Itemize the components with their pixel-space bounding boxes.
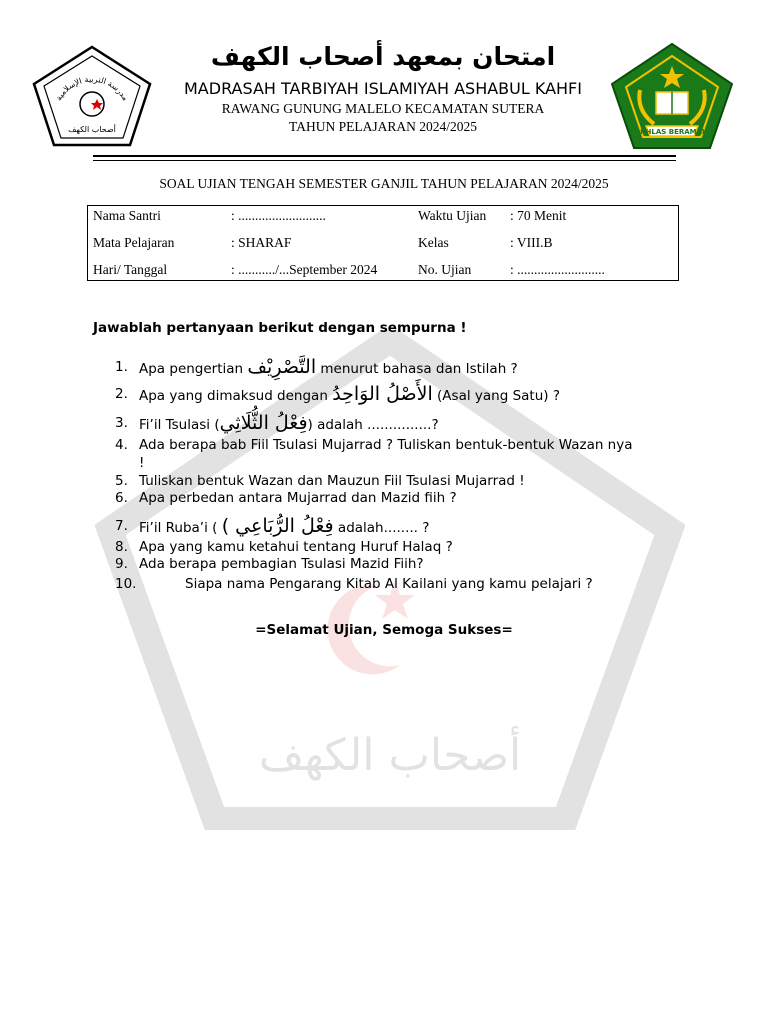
- question-text: Siapa nama Pengarang Kitab Al Kailani yang kamu pelajari ?: [185, 576, 593, 592]
- question-text: Apa yang kamu ketahui tentang Huruf Halaq ?: [139, 539, 453, 555]
- info-value: : ..........................: [510, 262, 605, 277]
- question-pre: Fi’il Ruba’i (: [139, 520, 222, 536]
- info-label: Kelas: [418, 235, 449, 250]
- question-arabic: فِعْلُ الرُّبَاعِي ): [221, 515, 334, 537]
- info-row: [88, 208, 678, 228]
- header-divider-thick: [93, 155, 676, 157]
- info-row: [88, 235, 678, 255]
- question-text: [139, 358, 669, 378]
- school-address: RAWANG GUNUNG MALELO KECAMATAN SUTERA: [221, 101, 545, 116]
- question-text: Apa perbedan antara Mujarrad dan Mazid fiih ?: [139, 490, 457, 506]
- question-number: 9.: [115, 556, 128, 572]
- school-logo: [30, 44, 154, 148]
- question-number: 8.: [115, 539, 128, 555]
- logo-arc-text: مدرسة التربية الإسلامية: [53, 74, 131, 103]
- question-text: [139, 517, 669, 537]
- info-row: [88, 262, 678, 282]
- header-divider-thin: [93, 160, 676, 161]
- info-label: Nama Santri: [93, 208, 161, 223]
- question-pre: Apa pengertian: [139, 361, 248, 377]
- student-info-box: [87, 205, 679, 281]
- info-value: : ..........................: [231, 208, 326, 223]
- question-pre: Apa yang dimaksud dengan: [139, 388, 333, 404]
- question-arabic: التَّصْرِيْف: [247, 356, 317, 378]
- question-number: 2.: [115, 386, 128, 402]
- info-value: : SHARAF: [231, 235, 292, 250]
- question-number: 10.: [115, 576, 137, 592]
- question-post: ) adalah ...............?: [307, 417, 439, 433]
- logo-bottom-text: أصحاب الكهف: [68, 125, 116, 134]
- info-value: : .........../...September 2024: [231, 262, 378, 277]
- question-number: 7.: [115, 518, 128, 534]
- info-value: : 70 Menit: [510, 208, 567, 223]
- question-text: Ada berapa bab Fiil Tsulasi Mujarrad ? Tuliskan bentuk-bentuk Wazan nya !: [139, 437, 633, 471]
- question-arabic: فِعْلُ الثُّلَاثِي: [219, 412, 308, 434]
- exam-title: SOAL UJIAN TENGAH SEMESTER GANJIL TAHUN PELAJARAN 2024/2025: [159, 176, 609, 191]
- logo-ribbon-text: IKHLAS BERAMAL: [637, 128, 707, 136]
- question-number: 4.: [115, 437, 128, 453]
- watermark-text: أصحاب الكهف: [258, 730, 522, 781]
- academic-year: TAHUN PELAJARAN 2024/2025: [289, 119, 477, 134]
- arabic-title: امتحان بمعهد أصحاب الكهف: [210, 42, 556, 71]
- question-text: [139, 385, 669, 405]
- info-label: Mata Pelajaran: [93, 235, 175, 250]
- question-text: Tuliskan bentuk Wazan dan Mauzun Fiil Tsulasi Mujarrad !: [139, 473, 525, 489]
- question-post: (Asal yang Satu) ?: [432, 388, 560, 404]
- question-arabic: الأَصْلُ الوَاحِدُ: [332, 383, 433, 405]
- instruction-text: Jawablah pertanyaan berikut dengan sempurna !: [93, 320, 467, 336]
- question-text: [139, 414, 669, 434]
- question-number: 1.: [115, 359, 128, 375]
- question-pre: Fi’il Tsulasi (: [139, 417, 220, 433]
- ministry-logo: [610, 42, 734, 150]
- letterhead: [150, 38, 616, 136]
- question-number: 5.: [115, 473, 128, 489]
- info-label: No. Ujian: [418, 262, 472, 277]
- question-post: menurut bahasa dan Istilah ?: [316, 361, 518, 377]
- question-number: 3.: [115, 415, 128, 431]
- question-number: 6.: [115, 490, 128, 506]
- question-text: Ada berapa pembagian Tsulasi Mazid Fiih?: [139, 556, 424, 572]
- info-label: Waktu Ujian: [418, 208, 487, 223]
- school-name: MADRASAH TARBIYAH ISLAMIYAH ASHABUL KAHFI: [184, 79, 582, 98]
- question-post: adalah........ ?: [333, 520, 430, 536]
- info-label: Hari/ Tanggal: [93, 262, 168, 277]
- closing-greeting: =Selamat Ujian, Semoga Sukses=: [255, 622, 513, 638]
- info-value: : VIII.B: [510, 235, 553, 250]
